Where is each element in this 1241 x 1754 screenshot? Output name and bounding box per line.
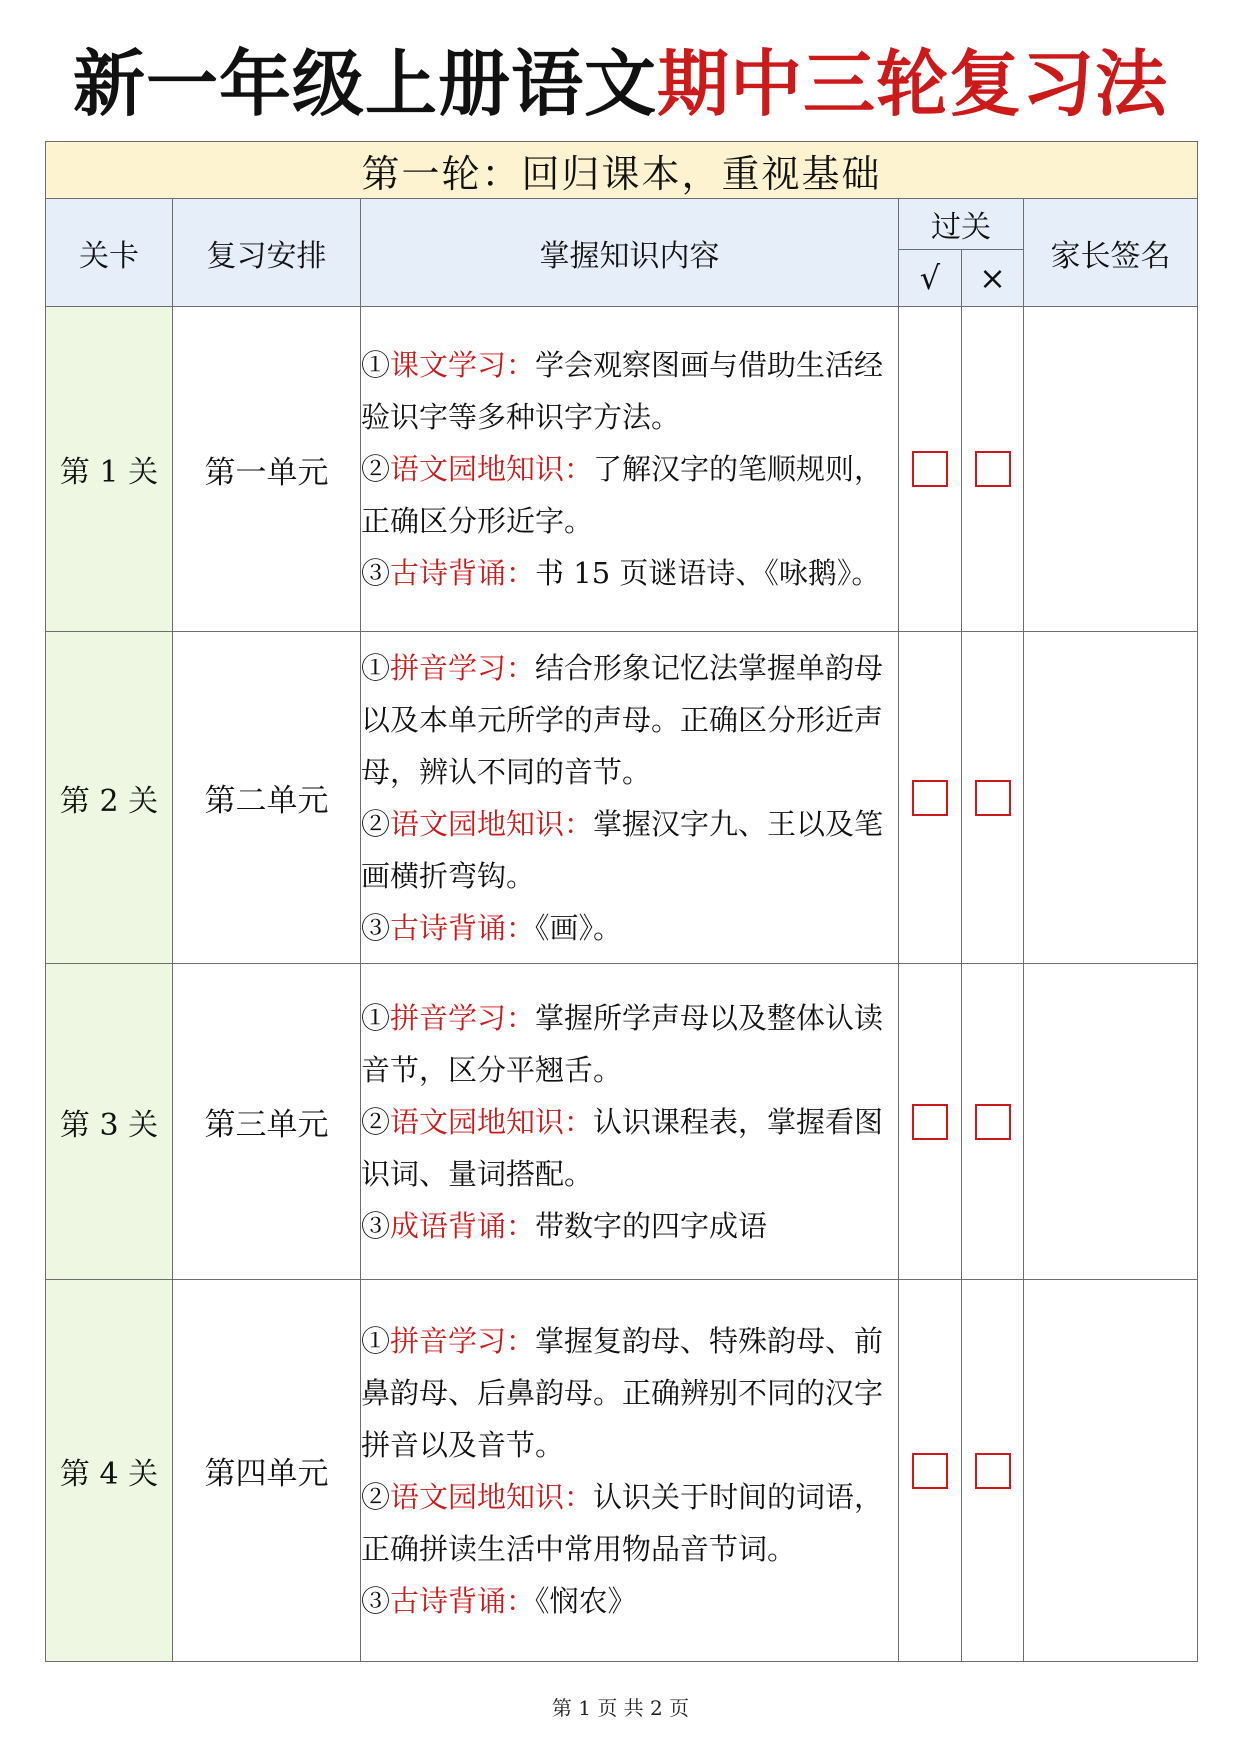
item-label: 古诗背诵： bbox=[390, 910, 536, 945]
item-prefix: ③ bbox=[361, 910, 391, 945]
table-row-level-4 bbox=[46, 1280, 1198, 1662]
pass-no-checkbox[interactable] bbox=[975, 780, 1011, 816]
content-item bbox=[361, 1471, 898, 1575]
content-item bbox=[361, 642, 898, 798]
pass-yes-checkbox[interactable] bbox=[912, 451, 948, 487]
item-text: 结合形象记忆法掌握单韵母以及本单元所学的声母。正确区分形近声母，辨认不同的音节。 bbox=[361, 650, 884, 789]
pass-no-checkbox[interactable] bbox=[975, 1104, 1011, 1140]
header-plan: 复习安排 bbox=[173, 199, 361, 307]
unit-label: 第二单元 bbox=[173, 632, 361, 964]
content-cell bbox=[361, 964, 899, 1280]
item-label: 语文园地知识： bbox=[390, 1479, 594, 1514]
item-prefix: ③ bbox=[361, 1208, 391, 1243]
page-title-main: 新一年级上册语文 bbox=[72, 42, 657, 126]
item-prefix: ② bbox=[361, 1104, 391, 1139]
item-prefix: ② bbox=[361, 806, 391, 841]
pass-no-cell bbox=[962, 632, 1024, 964]
content-cell bbox=[361, 632, 899, 964]
header-pass-yes: √ bbox=[899, 250, 962, 307]
content-item bbox=[361, 547, 898, 599]
page-number: 第 1 页 共 2 页 bbox=[551, 1696, 690, 1720]
item-label: 成语背诵： bbox=[390, 1208, 536, 1243]
item-label: 拼音学习： bbox=[390, 1000, 536, 1035]
header-row bbox=[46, 199, 1198, 250]
pass-yes-checkbox[interactable] bbox=[912, 1104, 948, 1140]
round-title: 第一轮：回归课本，重视基础 bbox=[46, 142, 1198, 199]
level-label: 第 4 关 bbox=[46, 1280, 173, 1662]
item-text: 掌握复韵母、特殊韵母、前鼻韵母、后鼻韵母。正确辨别不同的汉字拼音以及音节。 bbox=[361, 1323, 884, 1462]
item-prefix: ③ bbox=[361, 1583, 391, 1618]
parent-signature-cell[interactable] bbox=[1024, 632, 1198, 964]
item-prefix: ② bbox=[361, 1479, 391, 1514]
item-text: 认识关于时间的词语，正确拼读生活中常用物品音节词。 bbox=[361, 1479, 884, 1566]
item-label: 拼音学习： bbox=[390, 1323, 536, 1358]
content-item bbox=[361, 992, 898, 1096]
item-prefix: ③ bbox=[361, 556, 391, 590]
item-label: 语文园地知识： bbox=[390, 806, 594, 841]
review-table bbox=[45, 141, 1198, 1662]
content-cell bbox=[361, 307, 899, 632]
item-text: 《画》。 bbox=[535, 910, 623, 945]
item-prefix: ① bbox=[361, 1000, 391, 1035]
item-text: 掌握汉字九、王以及笔画横折弯钩。 bbox=[361, 806, 884, 893]
pass-no-cell bbox=[962, 964, 1024, 1280]
level-label: 第 3 关 bbox=[46, 964, 173, 1280]
content-item bbox=[361, 1315, 898, 1471]
header-content: 掌握知识内容 bbox=[361, 199, 899, 307]
item-prefix: ① bbox=[361, 1323, 391, 1358]
item-label: 古诗背诵： bbox=[390, 556, 536, 590]
item-text: 掌握所学声母以及整体认读音节，区分平翘舌。 bbox=[361, 1000, 884, 1087]
content-item bbox=[361, 798, 898, 902]
item-label: 拼音学习： bbox=[390, 650, 536, 685]
item-text: 带数字的四字成语 bbox=[535, 1208, 768, 1243]
round-title-row bbox=[46, 142, 1198, 199]
table-row-level-3 bbox=[46, 964, 1198, 1280]
header-pass: 过关 bbox=[899, 199, 1024, 250]
page-title bbox=[0, 34, 1241, 134]
pass-no-cell bbox=[962, 307, 1024, 632]
content-cell bbox=[361, 1280, 899, 1662]
content-item bbox=[361, 443, 898, 547]
content-item bbox=[361, 1200, 898, 1252]
unit-label: 第一单元 bbox=[173, 307, 361, 632]
parent-signature-cell[interactable] bbox=[1024, 964, 1198, 1280]
item-text: 书 15 页谜语诗、《咏鹅》。 bbox=[535, 556, 881, 590]
item-prefix: ② bbox=[361, 452, 391, 486]
parent-signature-cell[interactable] bbox=[1024, 1280, 1198, 1662]
content-item bbox=[361, 1096, 898, 1200]
pass-yes-cell bbox=[899, 632, 962, 964]
header-pass-no: × bbox=[962, 250, 1024, 307]
unit-label: 第三单元 bbox=[173, 964, 361, 1280]
item-prefix: ① bbox=[361, 650, 391, 685]
pass-yes-cell bbox=[899, 307, 962, 632]
pass-yes-checkbox[interactable] bbox=[912, 780, 948, 816]
parent-signature-cell[interactable] bbox=[1024, 307, 1198, 632]
pass-yes-cell bbox=[899, 1280, 962, 1662]
level-label: 第 1 关 bbox=[46, 307, 173, 632]
item-text: 认识课程表，掌握看图识词、量词搭配。 bbox=[361, 1104, 884, 1191]
table-row-level-2 bbox=[46, 632, 1198, 964]
content-item bbox=[361, 1575, 898, 1627]
content-item bbox=[361, 902, 898, 954]
pass-no-checkbox[interactable] bbox=[975, 1453, 1011, 1489]
page-title-highlight: 期中三轮复习法 bbox=[657, 42, 1169, 126]
pass-no-checkbox[interactable] bbox=[975, 451, 1011, 487]
pass-no-cell bbox=[962, 1280, 1024, 1662]
header-level: 关卡 bbox=[46, 199, 173, 307]
content-item bbox=[361, 339, 898, 443]
unit-label: 第四单元 bbox=[173, 1280, 361, 1662]
item-text: 《悯农》 bbox=[535, 1583, 637, 1618]
item-label: 语文园地知识： bbox=[390, 1104, 594, 1139]
pass-yes-cell bbox=[899, 964, 962, 1280]
table-row-level-1 bbox=[46, 307, 1198, 632]
item-label: 课文学习： bbox=[390, 348, 536, 382]
item-text: 了解汉字的笔顺规则，正确区分形近字。 bbox=[361, 452, 884, 538]
item-label: 语文园地知识： bbox=[390, 452, 594, 486]
item-prefix: ① bbox=[361, 348, 391, 382]
header-sign: 家长签名 bbox=[1024, 199, 1198, 307]
level-label: 第 2 关 bbox=[46, 632, 173, 964]
item-label: 古诗背诵： bbox=[390, 1583, 536, 1618]
pass-yes-checkbox[interactable] bbox=[912, 1453, 948, 1489]
item-text: 学会观察图画与借助生活经验识字等多种识字方法。 bbox=[361, 348, 884, 434]
